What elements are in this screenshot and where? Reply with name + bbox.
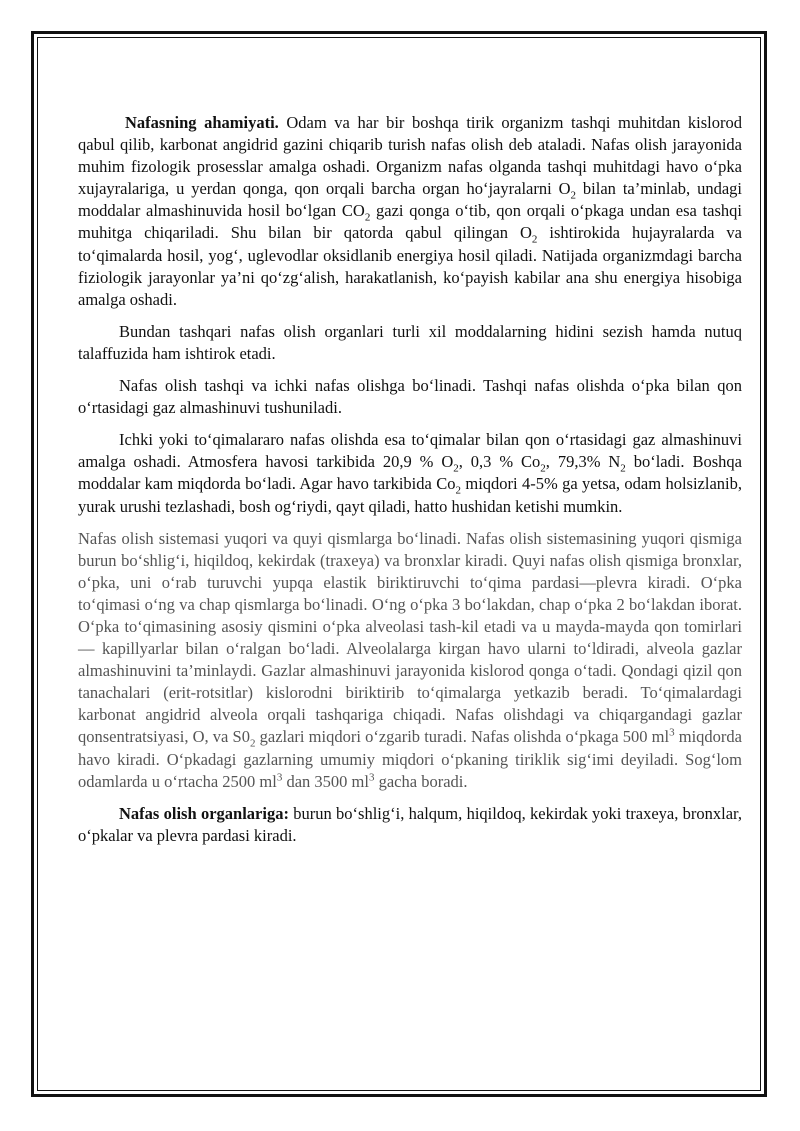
text: ishtirokida hujayralarda va to‘qimalarda hosil, yog‘, uglevodlar oksidlanib energiya hosil qiladi. Natijada organizmdagi barcha fiziologik jarayonlar ya’ni qo‘zg‘alish, harakatlanish, ko‘payish kabilar ana shu energiya hisobiga amalga oshadi. (78, 223, 742, 309)
paragraph-importance (78, 112, 742, 311)
document-body (78, 112, 742, 857)
subscript: 2 (249, 737, 256, 750)
text: dan 3500 ml (282, 771, 369, 791)
text: bilan ta’minlab, undagi moddalar almashinuvida hosil bo‘lgan CO (78, 179, 742, 221)
paragraph-external-respiration: Nafas olish tashqi va ichki nafas olishga bo‘linadi. Tashqi nafas olishda o‘pka bilan qon o‘rtasidagi gaz almashinuvi tushuniladi. (78, 376, 742, 418)
paragraph-respiratory-organs (78, 803, 742, 847)
text: bo‘ladi. Boshqa moddalar kam miqdorda bo‘ladi. Agar havo tarkibida Co (78, 452, 742, 494)
text: burun bo‘shlig‘i, halqum, hiqildoq, kekirdak yoki traxeya, bronxlar, o‘pkalar va plevra pardasi kiradi. (78, 803, 743, 845)
text: gazlari miqdori o‘zgarib turadi. Nafas olishda o‘pkaga 500 ml (255, 727, 670, 747)
text: gacha boradi. (374, 771, 468, 791)
text: gazi qonga o‘tib, qon orqali o‘pkaga undan esa tashqi muhitga chiqariladi. Shu bilan bir qatorda qabul qilingan O (78, 201, 743, 243)
paragraph-smell-speech: Bundan tashqari nafas olish organlari turli xil moddalarning hidini sezish hamda nutuq talaffuzida ham ishtirok etadi. (78, 321, 742, 363)
text: miqdori 4-5% ga yetsa, odam holsizlanib, yurak urushi tezlashadi, bosh og‘riydi, qayt qiladi, hatto hushidan ketishi mumkin. (78, 474, 742, 516)
subscript: 2 (531, 233, 538, 246)
subscript: 2 (540, 462, 546, 475)
text: Ichki yoki to‘qimalararo nafas olishda esa to‘qimalar bilan qon o‘rtasidagi gaz almashinuvi amalga oshadi. Atmosfera havosi tarkibida 20,9 % O (78, 430, 742, 472)
text: Odam va har bir boshqa tirik organizm tashqi muhitdan kislorod qabul qilib, karbonat angidrid gazini chiqarib turish nafas olish deb ataladi. Nafas olish jarayonida muhim fizologik prosesslar amalga oshadi. Organizm nafas olganda tashqi muhitdagi havo o‘pka xujayralariga, u yerdan qonga, qon orqali barcha organ ho‘jayralarni O (78, 113, 742, 199)
text: miqdorda havo kiradi. O‘pkadagi gazlarning umumiy miqdori o‘pkaning tiriklik sig‘imi deyiladi. Sog‘lom odamlarda u o‘rtacha 2500 ml (78, 727, 742, 791)
superscript: 3 (368, 771, 375, 784)
paragraph-internal-respiration (78, 429, 742, 517)
superscript: 3 (276, 771, 283, 784)
paragraph-respiratory-system (78, 528, 742, 793)
subscript: 2 (453, 462, 459, 475)
subscript: 2 (364, 211, 371, 224)
heading-respiratory-organs: Nafas olish organlariga: (119, 803, 289, 823)
text: , 0,3 % Co (458, 452, 541, 472)
text: , 79,3% N (545, 452, 621, 472)
subscript: 2 (570, 189, 577, 202)
heading-importance: Nafasning ahamiyati. (125, 113, 279, 132)
subscript: 2 (455, 484, 461, 497)
subscript: 2 (620, 462, 626, 475)
superscript: 3 (669, 726, 675, 739)
text: Nafas olish sistemasi yuqori va quyi qismlarga bo‘linadi. Nafas olish sistemasining yuqori qismiga burun bo‘shlig‘i, hiqildoq, kekirdak (traxeya) va bronxlar kiradi. Quyi nafas olish qismiga bronxlar, o‘pka, uni o‘rab turuvchi yupqa elastik biriktiruvchi to‘qima pardasi—plevra kiradi. O‘pka to‘qimasi o‘ng va chap qismlarga bo‘linadi. O‘ng o‘pka 3 bo‘lakdan, chap o‘pka 2 bo‘lakdan iborat. O‘pka to‘qimasining asosiy qismini o‘pka alveolasi tash-kil etadi va u mayda-mayda qon tomirlari — kapillyarlar bilan o‘ralgan bo‘ladi. Alveolalarga kirgan havo ularni to‘ldiradi, alveola gazlar almashinuvini ta’minlaydi. Gazlar almashinuvi jarayonida kislorod qonga o‘tadi. Qondagi qizil qon tanachalari (erit-rotsitlar) kislorodni biriktirib to‘qimalarga yetkazib beradi. To‘qimalardagi karbonat angidrid alveola orqali tashqariga chiqadi. Nafas olishdagi va chiqargandagi gazlar qonsentratsiyasi, O, va S0 (78, 528, 742, 747)
